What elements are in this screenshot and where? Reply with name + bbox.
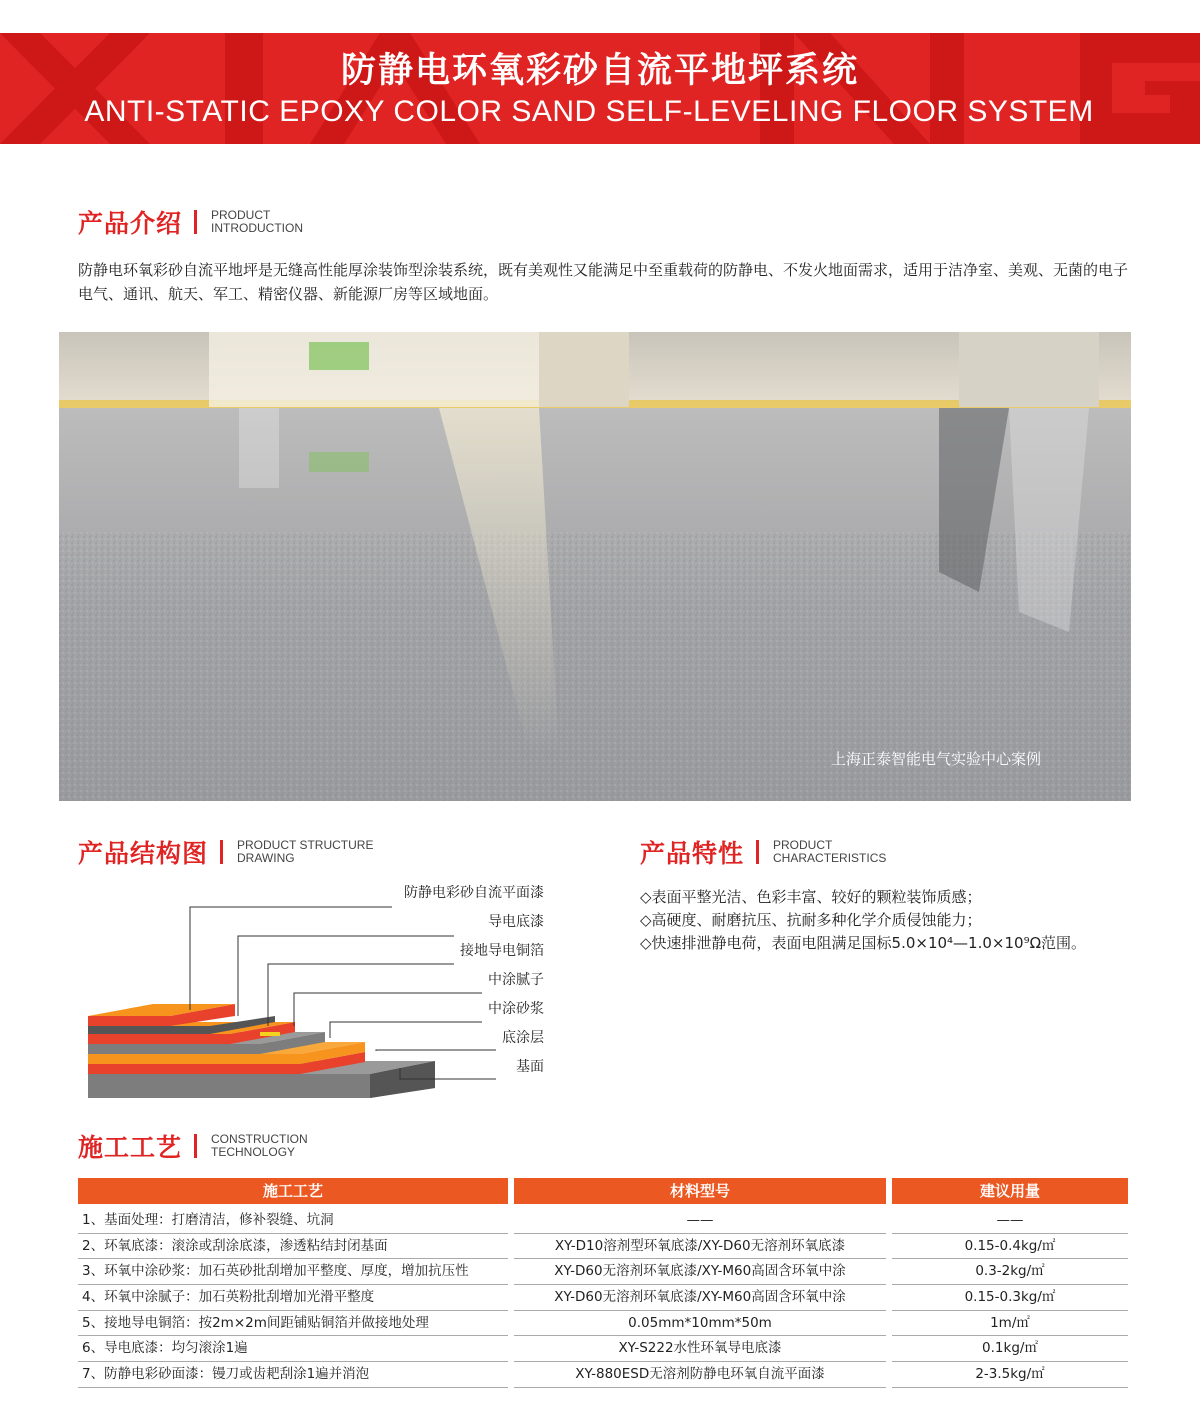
list-item: ◇快速排泄静电荷，表面电阻满足国标5.0×10⁴—1.0×10⁹Ω范围。: [640, 934, 1087, 952]
heading-en: PRODUCT INTRODUCTION: [211, 208, 304, 235]
table-cell: 5、接地导电铜箔：按2m×2m间距铺贴铜箔并做接地处理: [78, 1311, 508, 1337]
layer-label: 基面: [516, 1059, 544, 1075]
heading-cn: 产品结构图: [78, 839, 209, 868]
layer-label: 底涂层: [502, 1030, 544, 1046]
structure-drawing: [70, 876, 570, 1108]
heading-divider: [194, 1134, 197, 1158]
table-cell: 3、环氧中涂砂浆：加石英砂批刮增加平整度、厚度，增加抗压性: [78, 1259, 508, 1285]
heading-cn: 产品特性: [640, 839, 745, 868]
table-row: [78, 1208, 1128, 1234]
table-cell: 2、环氧底漆：滚涂或刮涂底漆，渗透粘结封闭基面: [78, 1234, 508, 1260]
heading-en: CONSTRUCTION TECHNOLOGY: [211, 1132, 308, 1159]
introduction-text: 防静电环氧彩砂自流平地坪是无缝高性能厚涂装饰型涂装系统，既有美观性又能满足中至重载荷的防静电、不发火地面需求，适用于洁净室、美观、无菌的电子电气、通讯、航天、军工、精密仪器、新能源厂房等区域地面。: [78, 261, 1129, 303]
section-heading-structure: [78, 834, 373, 870]
layer-copper: [260, 1032, 280, 1036]
column-header: 材料型号: [514, 1178, 886, 1204]
heading-en: PRODUCT STRUCTURE DRAWING: [237, 838, 374, 865]
floor-photo-illustration: [59, 332, 1131, 801]
section-heading-introduction: [78, 204, 303, 240]
list-item: ◇高硬度、耐磨抗压、抗耐多种化学介质侵蚀能力；: [640, 911, 982, 929]
table-header: [78, 1178, 1128, 1204]
table-cell: ——: [892, 1208, 1128, 1234]
layer-label: 中涂砂浆: [488, 1001, 544, 1017]
table-cell: XY-880ESD无溶剂防静电环氧自流平面漆: [514, 1362, 886, 1388]
table-row: [78, 1234, 1128, 1260]
page-subtitle: ANTI-STATIC EPOXY COLOR SAND SELF-LEVELING FLOOR SYSTEM: [84, 95, 1094, 128]
construction-table: [78, 1178, 1128, 1388]
table-row: [78, 1362, 1128, 1388]
heading-en: PRODUCT CHARACTERISTICS: [773, 838, 887, 865]
list-item: ◇表面平整光洁、色彩丰富、较好的颗粒装饰质感；: [640, 888, 982, 906]
heading-cn: 施工工艺: [78, 1133, 183, 1162]
table-cell: 0.1kg/㎡: [892, 1336, 1128, 1362]
characteristics-list: [640, 886, 1130, 955]
table-row: [78, 1336, 1128, 1362]
table-row: [78, 1259, 1128, 1285]
section-heading-characteristics: [640, 834, 886, 870]
table-cell: XY-D10溶剂型环氧底漆/XY-D60无溶剂环氧底漆: [514, 1234, 886, 1260]
heading-cn: 产品介绍: [78, 209, 183, 238]
table-cell: 0.3-2kg/㎡: [892, 1259, 1128, 1285]
case-photo: [59, 332, 1131, 801]
header-banner: [0, 33, 1200, 144]
layer-label: 防静电彩砂自流平面漆: [404, 885, 544, 901]
layer-label: 导电底漆: [488, 914, 544, 930]
table-cell: 2-3.5kg/㎡: [892, 1362, 1128, 1388]
column-header: 施工工艺: [78, 1178, 508, 1204]
layer-label: 中涂腻子: [488, 972, 544, 988]
table-cell: XY-D60无溶剂环氧底漆/XY-M60高固含环氧中涂: [514, 1259, 886, 1285]
heading-divider: [756, 840, 759, 864]
table-row: [78, 1285, 1128, 1311]
table-cell: 0.15-0.4kg/㎡: [892, 1234, 1128, 1260]
table-row: [78, 1311, 1128, 1337]
layer-label: 接地导电铜箔: [460, 943, 544, 959]
table-cell: ——: [514, 1208, 886, 1234]
table-cell: XY-S222水性环氧导电底漆: [514, 1336, 886, 1362]
heading-divider: [220, 840, 223, 864]
column-header: 建议用量: [892, 1178, 1128, 1204]
table-cell: 4、环氧中涂腻子：加石英粉批刮增加光滑平整度: [78, 1285, 508, 1311]
table-cell: 0.15-0.3kg/㎡: [892, 1285, 1128, 1311]
table-cell: XY-D60无溶剂环氧底漆/XY-M60高固含环氧中涂: [514, 1285, 886, 1311]
table-cell: 1m/㎡: [892, 1311, 1128, 1337]
table-cell: 0.05mm*10mm*50m: [514, 1311, 886, 1337]
table-cell: 7、防静电彩砂面漆：镘刀或齿耙刮涂1遍并消泡: [78, 1362, 508, 1388]
heading-divider: [194, 210, 197, 234]
page-title: 防静电环氧彩砂自流平地坪系统: [340, 51, 859, 91]
table-cell: 6、导电底漆：均匀滚涂1遍: [78, 1336, 508, 1362]
section-heading-construction: [78, 1128, 308, 1164]
table-cell: 1、基面处理：打磨清洁，修补裂缝、坑洞: [78, 1208, 508, 1234]
photo-caption: 上海正泰智能电气实验中心案例: [831, 750, 1042, 768]
